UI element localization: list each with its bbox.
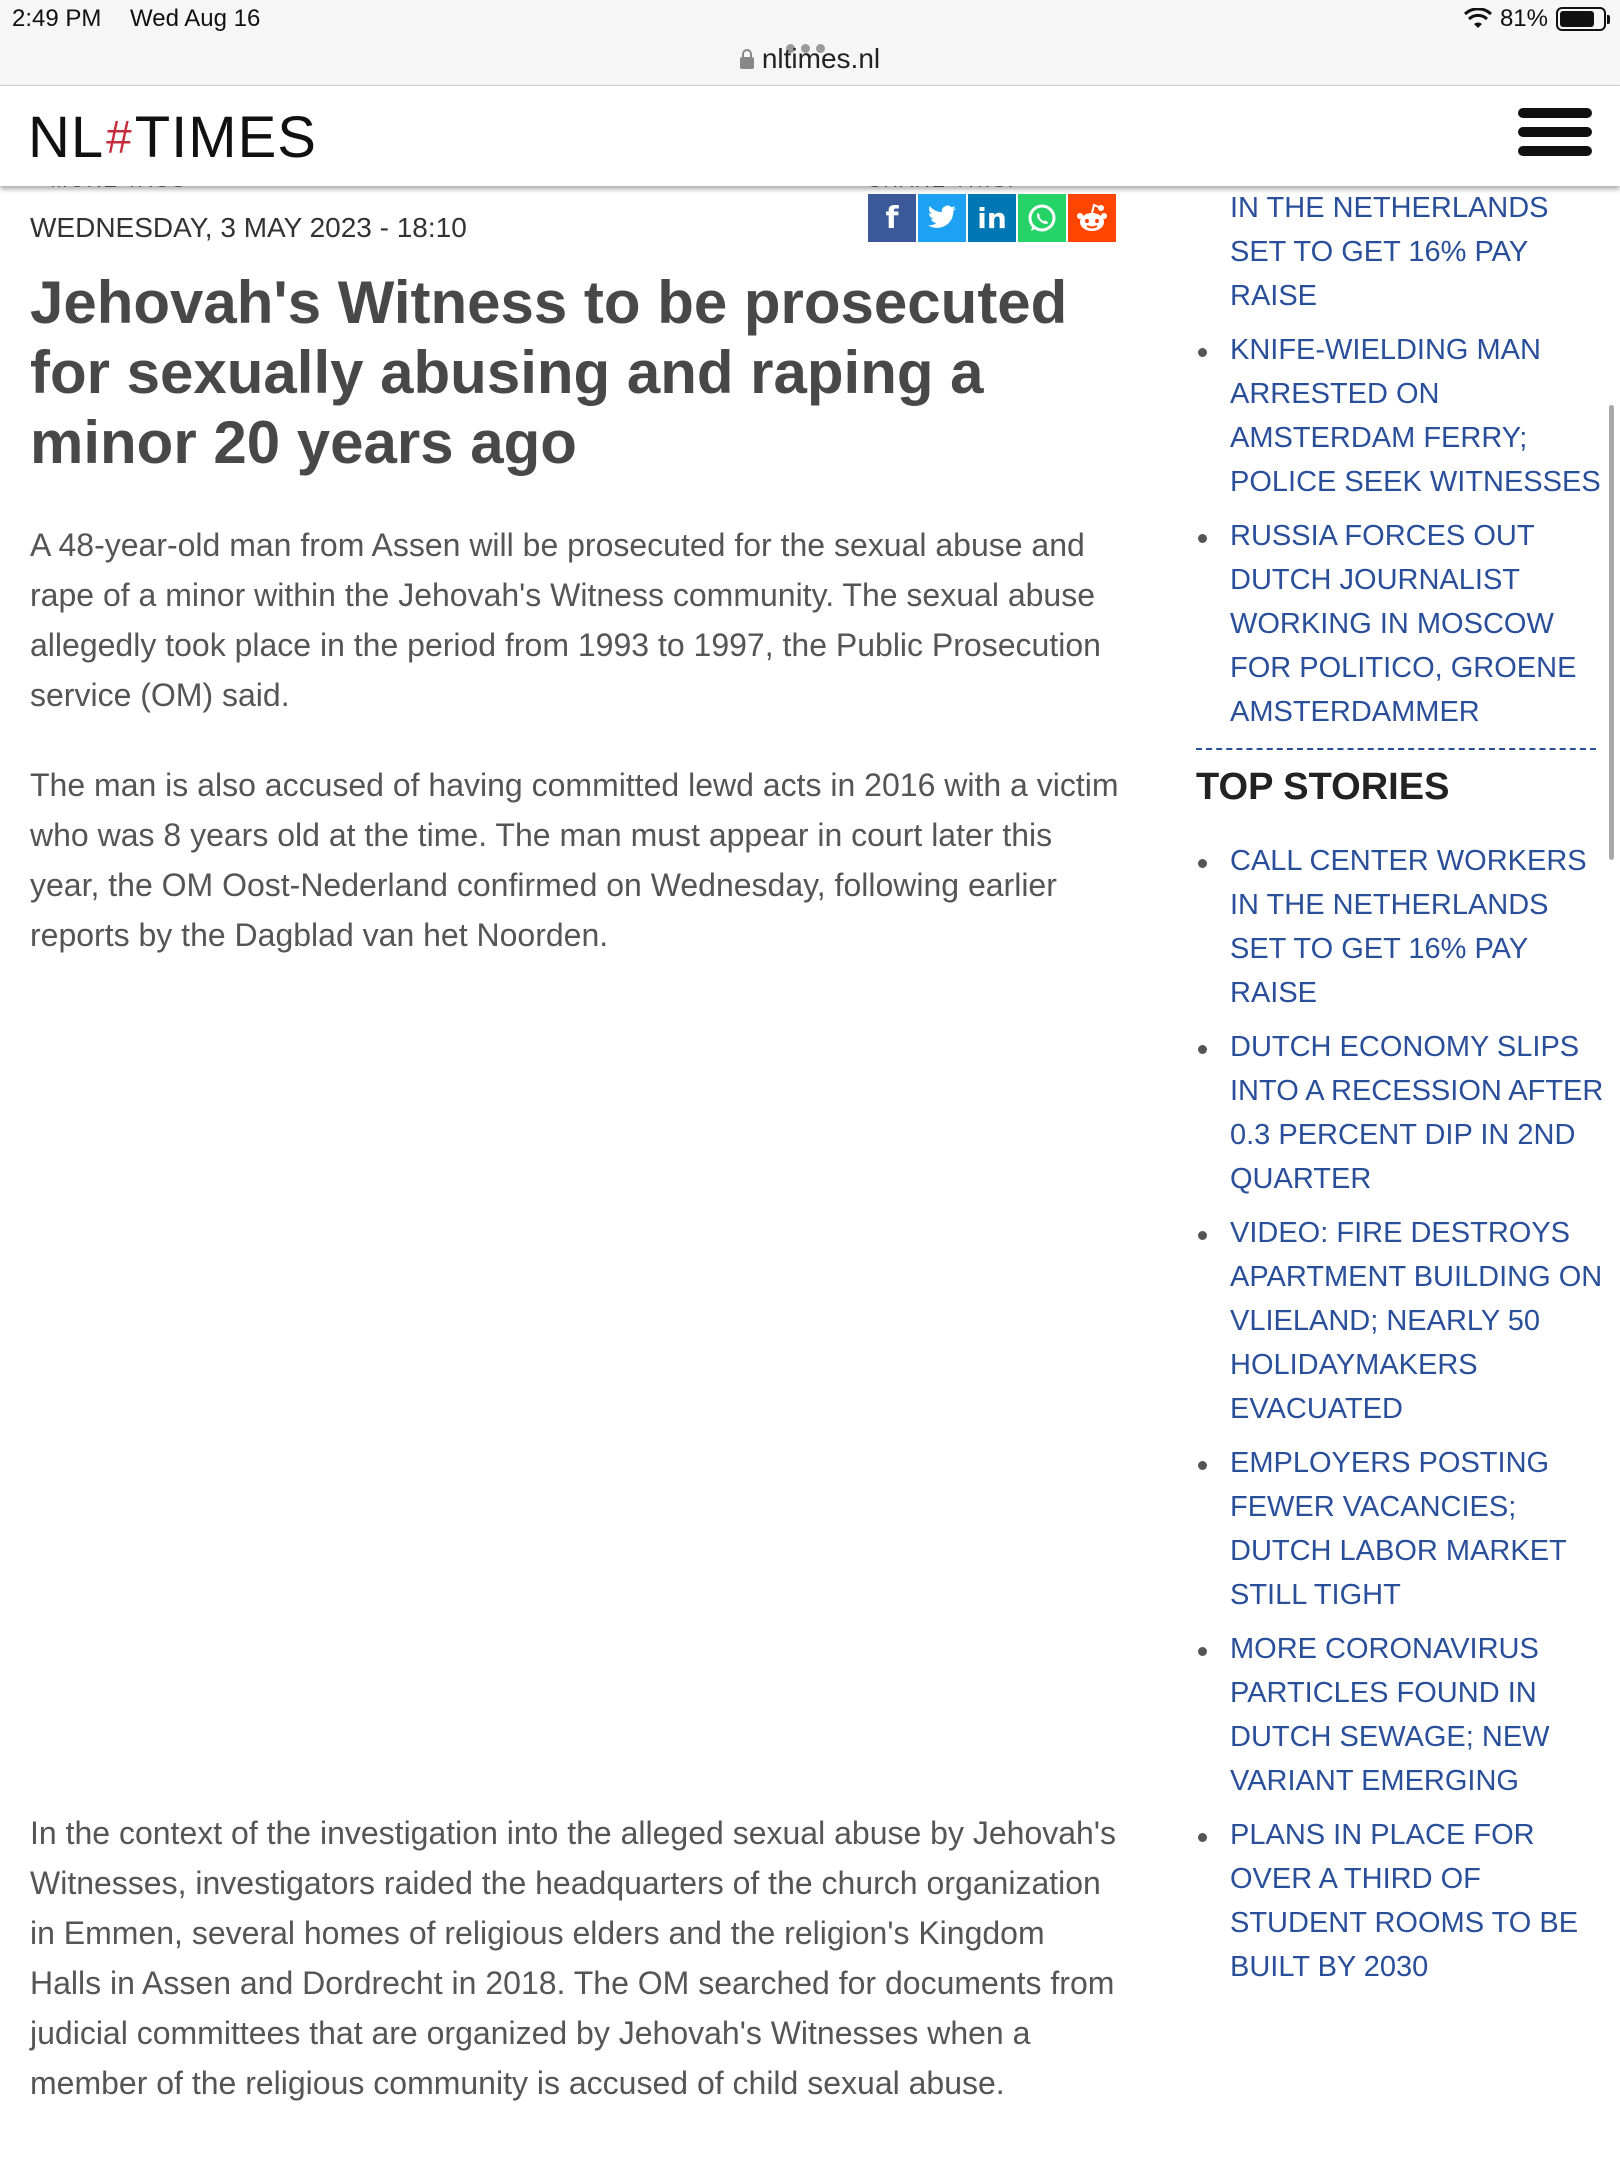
article-paragraph-3: In the context of the investigation into the alleged sexual abuse by Jehovah's Witnesses, investigators raided the headquarters of the church organization in Emmen, several homes of religious elders and the religion's Kingdom Halls in Assen and Dordrecht in 2018. The OM searched for documents from judicial committees that are organized by Jehovah's Witnesses when a member of the religious community is accused of child sexual abuse. (30, 1815, 1116, 2101)
top-story-link[interactable]: CALL CENTER WORKERS IN THE NETHERLANDS SET TO GET 16% PAY RAISE (1230, 845, 1587, 1009)
logo-right-text: TIMES (134, 105, 317, 170)
list-item (1190, 1813, 1610, 1989)
news-link[interactable]: RUSSIA FORCES OUT DUTCH JOURNALIST WORKING IN MOSCOW FOR POLITICO, GROENE AMSTERDAMMER (1230, 520, 1577, 728)
sidebar (1190, 186, 1610, 1999)
wifi-icon (1464, 8, 1492, 30)
logo-left-text: NL (28, 105, 105, 170)
reddit-share-icon[interactable] (1068, 194, 1116, 242)
section-divider (1196, 748, 1596, 750)
top-story-link[interactable]: VIDEO: FIRE DESTROYS APARTMENT BUILDING ON VLIELAND; NEARLY 50 HOLIDAYMAKERS EVACUATED (1230, 1217, 1603, 1425)
page-scrollbar[interactable] (1609, 405, 1614, 860)
article-paragraph-2: The man is also accused of having committed lewd acts in 2016 with a victim who was 8 years old at the time. The man must appear in court later this year, the OM Oost-Nederland confirmed on Wednesday, following earlier reports by the Dagblad van het Noorden. (30, 767, 1119, 953)
top-story-link[interactable]: MORE CORONAVIRUS PARTICLES FOUND IN DUTCH SEWAGE; NEW VARIANT EMERGING (1230, 1633, 1550, 1797)
status-time: 2:49 PM (12, 5, 102, 32)
article-paragraph-1: A 48-year-old man from Assen will be prosecuted for the sexual abuse and rape of a minor within the Jehovah's Witness community. The sexual abuse allegedly took place in the period from 1993 to 1997, the Public Prosecution service (OM) said. (30, 527, 1101, 713)
top-stories-list (1190, 839, 1610, 1989)
share-buttons (868, 194, 1116, 242)
news-link[interactable]: KNIFE-WIELDING MAN ARRESTED ON AMSTERDAM FERRY; POLICE SEEK WITNESSES (1230, 334, 1601, 498)
site-header (0, 86, 1620, 186)
url-field[interactable] (0, 43, 1620, 75)
list-item (1190, 328, 1610, 504)
logo-hash: # (106, 111, 133, 163)
browser-url-bar (0, 40, 1620, 86)
article-dateline: WEDNESDAY, 3 MAY 2023 - 18:10 (30, 212, 467, 243)
list-item (1190, 1211, 1610, 1431)
article-headline: Jehovah's Witness to be prosecuted for sexually abusing and raping a minor 20 years ago (30, 269, 1068, 476)
top-story-link[interactable]: EMPLOYERS POSTING FEWER VACANCIES; DUTCH LABOR MARKET STILL TIGHT (1230, 1447, 1567, 1611)
top-story-link[interactable]: DUTCH ECONOMY SLIPS INTO A RECESSION AFTER 0.3 PERCENT DIP IN 2ND QUARTER (1230, 1031, 1604, 1195)
linkedin-share-icon[interactable]: in (968, 194, 1016, 242)
list-item (1190, 839, 1610, 1015)
top-stories-title: TOP STORIES (1196, 766, 1450, 808)
list-item (1190, 1627, 1610, 1803)
battery-percent: 81% (1499, 5, 1548, 32)
top-story-link[interactable]: PLANS IN PLACE FOR OVER A THIRD OF STUDENT ROOMS TO BE BUILT BY 2030 (1230, 1819, 1579, 1983)
status-date: Wed Aug 16 (130, 5, 261, 32)
site-logo[interactable] (28, 104, 317, 171)
list-item (1190, 1025, 1610, 1201)
latest-news-list (1190, 186, 1610, 734)
lock-icon (740, 57, 754, 69)
status-right (1464, 5, 1606, 33)
news-link[interactable]: IN THE NETHERLANDS SET TO GET 16% PAY RAISE (1230, 192, 1549, 312)
twitter-share-icon[interactable] (918, 194, 966, 242)
hamburger-menu-icon[interactable] (1518, 108, 1592, 164)
status-bar (0, 0, 1620, 40)
url-text: nltimes.nl (761, 43, 881, 74)
list-item (1190, 1441, 1610, 1617)
facebook-share-icon[interactable]: f (868, 194, 916, 242)
list-item (1190, 186, 1610, 318)
list-item (1190, 514, 1610, 734)
whatsapp-share-icon[interactable] (1018, 194, 1066, 242)
battery-icon (1556, 7, 1606, 31)
